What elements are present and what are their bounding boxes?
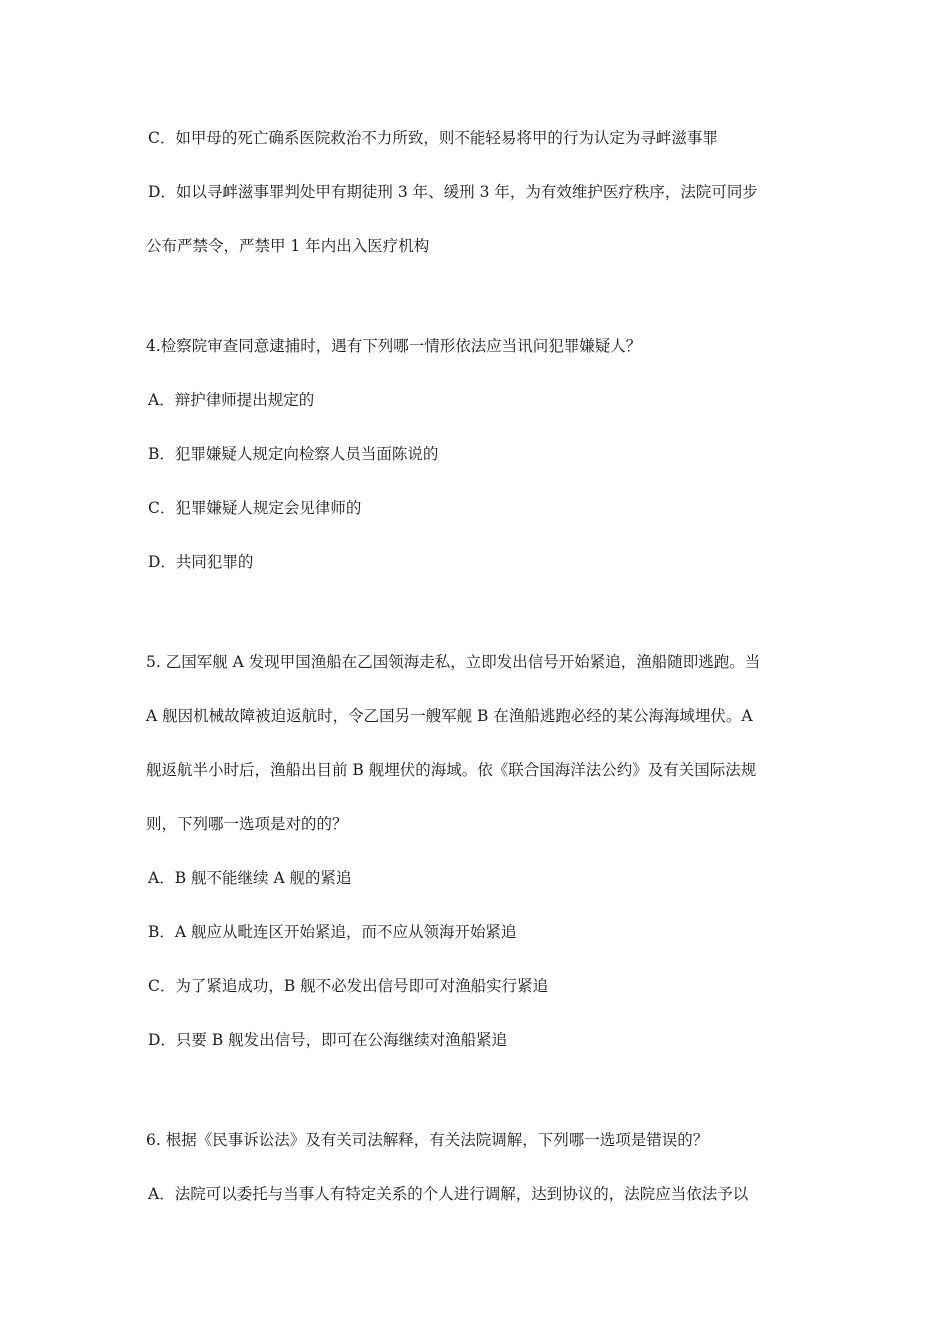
- q5-option-a: A．B 舰不能继续 A 舰的紧追: [148, 869, 352, 887]
- q5-stem-line4: 则，下列哪一选项是对的的？: [146, 815, 348, 833]
- q5-option-b: B．A 舰应从毗连区开始紧追，而不应从领海开始紧追: [148, 923, 517, 941]
- q4-option-c: C．犯罪嫌疑人规定会见律师的: [148, 499, 362, 517]
- q4-option-b: B．犯罪嫌疑人规定向检察人员当面陈说的: [148, 445, 439, 463]
- q6-stem: 6. 根据《民事诉讼法》及有关司法解释，有关法院调解，下列哪一选项是错误的？: [146, 1131, 709, 1149]
- q3-option-d-line2: 公布严禁令，严禁甲 1 年内出入医疗机构: [146, 237, 430, 255]
- q3-option-d-line1: D．如以寻衅滋事罪判处甲有期徒刑 3 年、缓刑 3 年，为有效维护医疗秩序，法院可同步: [148, 183, 758, 201]
- q5-stem-line3: 舰返航半小时后，渔船出目前 B 舰埋伏的海域。依《联合国海洋法公约》及有关国际法规: [146, 761, 757, 779]
- q5-option-c: C．为了紧追成功，B 舰不必发出信号即可对渔船实行紧追: [148, 977, 549, 995]
- q4-option-a: A．辩护律师提出规定的: [148, 391, 315, 409]
- q5-option-d: D．只要 B 舰发出信号，即可在公海继续对渔船紧追: [148, 1031, 508, 1049]
- q4-stem: 4.检察院审查同意逮捕时，遇有下列哪一情形依法应当讯问犯罪嫌疑人？: [146, 337, 642, 355]
- q5-stem-line1: 5. 乙国军舰 A 发现甲国渔船在乙国领海走私，立即发出信号开始紧追，渔船随即逃跑。当: [146, 653, 761, 671]
- q6-option-a-line1: A．法院可以委托与当事人有特定关系的个人进行调解，达到协议的，法院应当依法予以: [148, 1185, 749, 1203]
- q4-option-d: D．共同犯罪的: [148, 553, 254, 571]
- q5-stem-line2: A 舰因机械故障被迫返航时，令乙国另一艘军舰 B 在渔船逃跑必经的某公海海域埋伏。A: [146, 707, 753, 725]
- q3-option-c: C．如甲母的死亡确系医院救治不力所致，则不能轻易将甲的行为认定为寻衅滋事罪: [148, 129, 718, 147]
